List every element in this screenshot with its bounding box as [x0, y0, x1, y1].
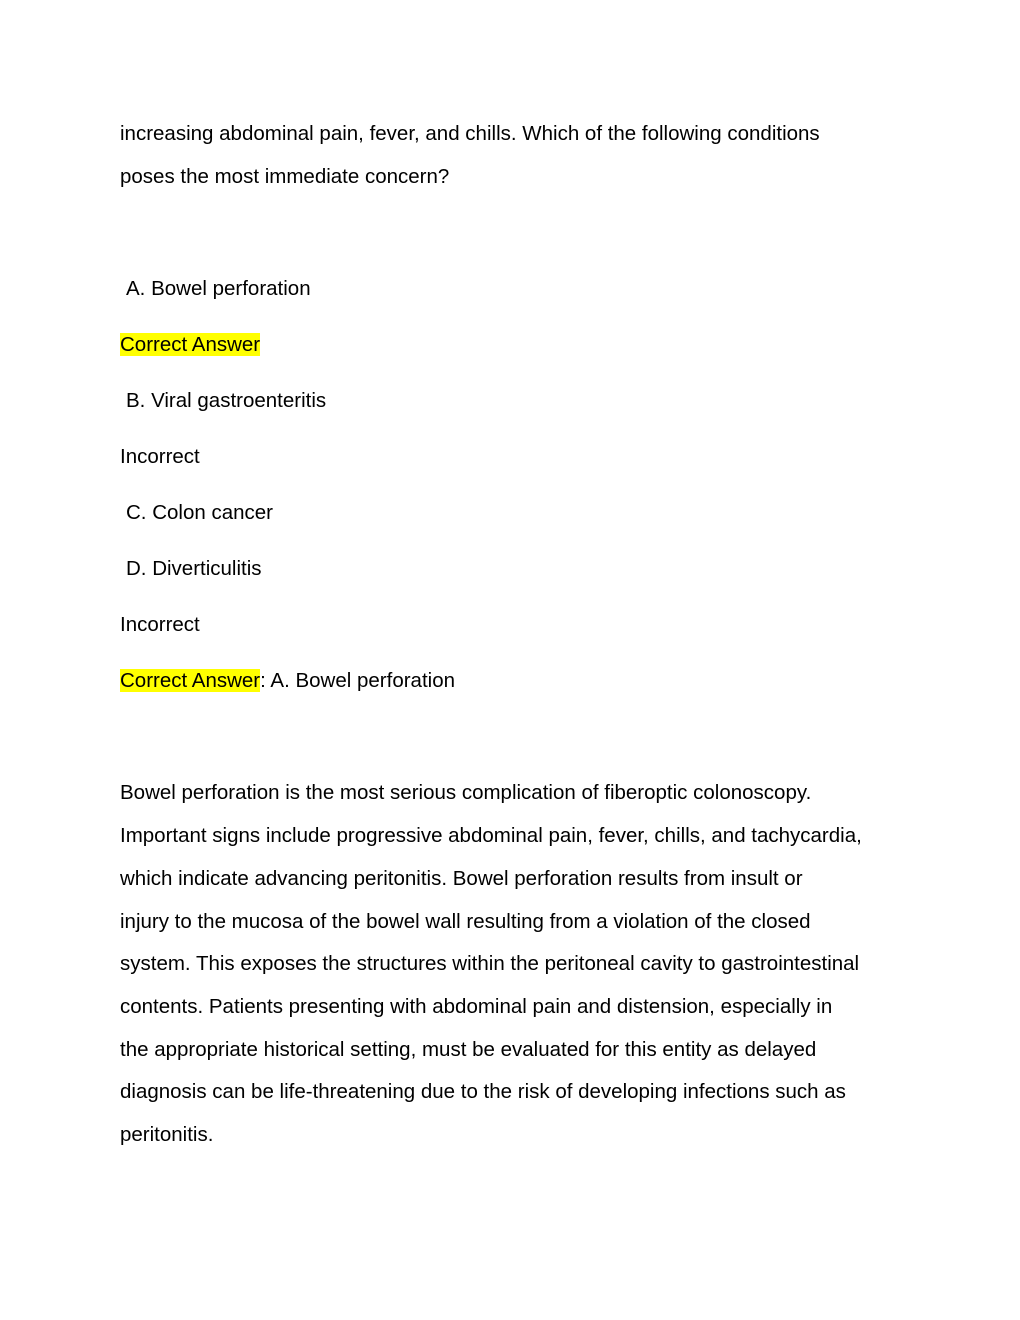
question-line-2: poses the most immediate concern? — [120, 165, 450, 188]
explanation-line-7: the appropriate historical setting, must be evaluated for this entity as delayed — [120, 1038, 817, 1061]
answer-line — [120, 667, 455, 695]
answer-label-highlight: Correct Answer — [120, 669, 261, 692]
feedback-incorrect-d: Incorrect — [120, 613, 200, 636]
explanation-line-8: diagnosis can be life-threatening due to the risk of developing infections such as — [120, 1080, 846, 1103]
explanation-line-3: which indicate advancing peritonitis. Bowel perforation results from insult or — [120, 867, 803, 890]
explanation-line-5: system. This exposes the structures within the peritoneal cavity to gastrointestinal — [120, 952, 860, 975]
answer-text: : A. Bowel perforation — [260, 669, 456, 692]
question-line-1: increasing abdominal pain, fever, and chills. Which of the following conditions — [120, 122, 820, 145]
explanation-line-9: peritonitis. — [120, 1123, 214, 1146]
explanation-line-1: Bowel perforation is the most serious complication of fiberoptic colonoscopy. — [120, 781, 812, 804]
option-c: C. Colon cancer — [126, 501, 273, 524]
option-b: B. Viral gastroenteritis — [126, 389, 327, 412]
explanation-line-6: contents. Patients presenting with abdominal pain and distension, especially in — [120, 995, 833, 1018]
explanation-line-4: injury to the mucosa of the bowel wall resulting from a violation of the closed — [120, 910, 811, 933]
feedback-incorrect-b: Incorrect — [120, 445, 200, 468]
feedback-correct — [120, 331, 260, 359]
option-d: D. Diverticulitis — [126, 557, 262, 580]
explanation-line-2: Important signs include progressive abdominal pain, fever, chills, and tachycardia, — [120, 824, 862, 847]
correct-answer-highlight: Correct Answer — [120, 333, 261, 356]
option-a: A. Bowel perforation — [126, 277, 311, 300]
